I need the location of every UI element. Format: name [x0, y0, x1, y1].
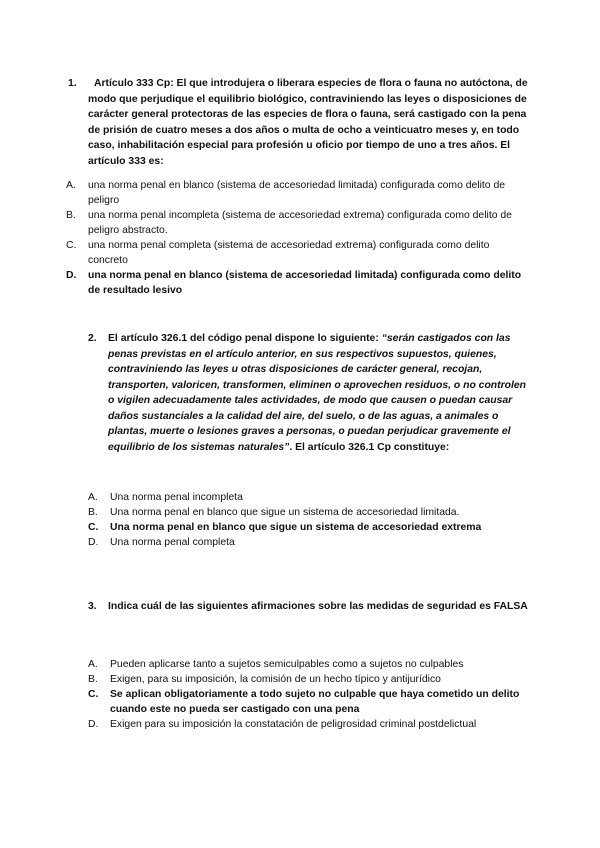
- option-a[interactable]: [66, 178, 528, 208]
- option-b[interactable]: [66, 208, 528, 238]
- option-text: Una norma penal incompleta: [110, 492, 243, 503]
- stem-quote: “serán castigados con las penas previstas en el artículo anterior, en sus respectivos supuestos, quienes, contraviniendo las leyes u otras disposiciones de carácter general, recojan, transporten, valoricen, transformen, eliminen o aprovechen residuos, o no controlen o vigilen adecuadamente tales actividades, de modo que causen o puedan causar daños sustanciales a la calidad del aire, del suelo, o de las aguas, a animales o plantas, muerte o lesiones graves a personas, o puedan perjudicar gravemente el equilibrio de los sistemas naturales”: [108, 333, 527, 453]
- option-text: Se aplican obligatoriamente a todo sujeto no culpable que haya cometido un delito cuando este no pueda ser castigado con una pena: [110, 689, 520, 715]
- question-stem: [108, 331, 528, 455]
- option-d[interactable]: [88, 717, 528, 732]
- option-text: una norma penal en blanco (sistema de accesoriedad limitada) configurada como delito de peligro: [88, 180, 506, 206]
- option-letter: C.: [66, 240, 77, 251]
- option-text: una norma penal completa (sistema de accesoriedad extrema) configurada como delito concreto: [88, 240, 490, 266]
- options-1: [66, 178, 528, 298]
- option-text: Exigen, para su imposición, la comisión de un hecho típico y antijurídico: [110, 674, 441, 685]
- question-1: [68, 76, 528, 169]
- question-number: 2.: [88, 333, 97, 344]
- option-letter: B.: [88, 507, 98, 518]
- option-text: Una norma penal en blanco que sigue un sistema de accesoriedad limitada.: [110, 507, 460, 518]
- options-3: [88, 657, 528, 732]
- question-number: 3.: [88, 601, 97, 612]
- option-letter: C.: [88, 522, 99, 533]
- option-c[interactable]: [66, 238, 528, 268]
- option-a[interactable]: [88, 657, 528, 672]
- question-number: 1.: [68, 78, 77, 89]
- option-b[interactable]: [88, 505, 528, 520]
- option-text: Pueden aplicarse tanto a sujetos semiculpables como a sujetos no culpables: [110, 659, 464, 670]
- option-d[interactable]: [66, 268, 528, 298]
- option-d[interactable]: [88, 535, 528, 550]
- question-3: [88, 599, 528, 615]
- option-c[interactable]: [88, 520, 528, 535]
- option-a[interactable]: [88, 490, 528, 505]
- stem-tail: . El artículo 326.1 Cp constituye:: [289, 441, 450, 453]
- option-letter: D.: [88, 537, 99, 548]
- stem-lead: El artículo 326.1 del código penal dispone lo siguiente:: [108, 333, 382, 344]
- options-2: [88, 490, 528, 550]
- option-text: Una norma penal completa: [110, 537, 235, 548]
- option-letter: A.: [66, 180, 76, 191]
- option-letter: D.: [88, 719, 99, 730]
- option-letter: A.: [88, 659, 98, 670]
- option-text: Una norma penal en blanco que sigue un sistema de accesoriedad extrema: [110, 522, 482, 533]
- option-letter: B.: [66, 210, 76, 221]
- option-letter: C.: [88, 689, 99, 700]
- question-stem: Artículo 333 Cp: El que introdujera o liberara especies de flora o fauna no autóctona, de modo que perjudique el equilibrio biológico, contraviniendo las leyes o disposiciones de carácter general protectoras de las especies de flora o fauna, será castigado con la pena de prisión de cuatro meses a dos años o multa de ocho a veinticuatro meses y, en todo caso, inhabilitación especial para profesión u oficio por tiempo de uno a tres años. El artículo 333 es:: [88, 78, 528, 167]
- option-text: una norma penal en blanco (sistema de accesoriedad limitada) configurada como delito de resultado lesivo: [88, 270, 522, 296]
- option-b[interactable]: [88, 672, 528, 687]
- option-text: una norma penal incompleta (sistema de accesoriedad extrema) configurada como delito de peligro abstracto.: [88, 210, 512, 236]
- question-2: [88, 331, 528, 455]
- option-c[interactable]: [88, 687, 528, 717]
- question-stem: Indica cuál de las siguientes afirmaciones sobre las medidas de seguridad es FALSA: [108, 601, 528, 612]
- option-text: Exigen para su imposición la constatación de peligrosidad criminal postdelictual: [110, 719, 477, 730]
- option-letter: A.: [88, 492, 98, 503]
- option-letter: D.: [66, 270, 77, 281]
- option-letter: B.: [88, 674, 98, 685]
